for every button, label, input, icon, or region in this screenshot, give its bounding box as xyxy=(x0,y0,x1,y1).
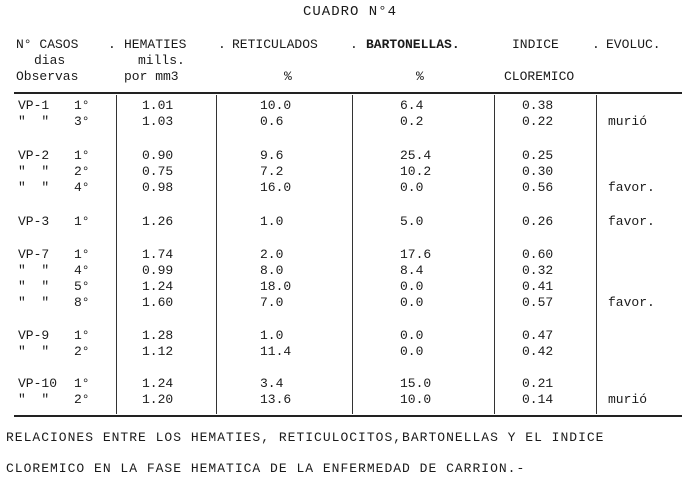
hematies-cell: 0.98 xyxy=(142,180,174,195)
day-cell: 2° xyxy=(74,344,90,359)
reticulados-cell: 3.4 xyxy=(260,376,284,391)
caption-line-2: CLOREMICO EN LA FASE HEMATICA DE LA ENFERMEDAD DE CARRION.- xyxy=(6,461,526,476)
header-hematies: HEMATIES xyxy=(124,37,187,52)
indice-cell: 0.26 xyxy=(522,214,554,229)
indice-cell: 0.30 xyxy=(522,164,554,179)
table-row xyxy=(0,180,700,196)
table-row xyxy=(0,295,700,311)
case-cell: VP-3 xyxy=(18,214,50,229)
header-indice: INDICE xyxy=(512,37,559,52)
indice-cell: 0.60 xyxy=(522,247,554,262)
bartonellas-cell: 5.0 xyxy=(400,214,424,229)
table-title: CUADRO N°4 xyxy=(302,4,397,20)
table-row xyxy=(0,279,700,295)
bartonellas-cell: 17.6 xyxy=(400,247,432,262)
table-row xyxy=(0,376,700,392)
table-row xyxy=(0,263,700,279)
bartonellas-cell: 0.0 xyxy=(400,344,424,359)
header-dias: dias xyxy=(34,53,66,68)
hematies-cell: 0.75 xyxy=(142,164,174,179)
day-cell: 1° xyxy=(74,376,90,391)
header-sep-4: . xyxy=(592,37,600,52)
bartonellas-cell: 10.0 xyxy=(400,392,432,407)
evolucion-cell: murió xyxy=(608,392,648,407)
indice-cell: 0.38 xyxy=(522,98,554,113)
indice-cell: 0.57 xyxy=(522,295,554,310)
day-cell: 4° xyxy=(74,180,90,195)
table-row xyxy=(0,247,700,263)
reticulados-cell: 13.6 xyxy=(260,392,292,407)
reticulados-cell: 10.0 xyxy=(260,98,292,113)
reticulados-cell: 2.0 xyxy=(260,247,284,262)
indice-cell: 0.42 xyxy=(522,344,554,359)
indice-cell: 0.21 xyxy=(522,376,554,391)
reticulados-cell: 7.2 xyxy=(260,164,284,179)
header-mills: mills. xyxy=(138,53,185,68)
table-row xyxy=(0,392,700,408)
hematies-cell: 1.12 xyxy=(142,344,174,359)
reticulados-cell: 9.6 xyxy=(260,148,284,163)
case-cell: " " xyxy=(18,295,50,310)
bartonellas-cell: 10.2 xyxy=(400,164,432,179)
header-bartonellas: BARTONELLAS. xyxy=(366,37,460,52)
hematies-cell: 1.24 xyxy=(142,279,174,294)
hematies-cell: 1.74 xyxy=(142,247,174,262)
case-cell: " " xyxy=(18,164,50,179)
header-casos: N° CASOS xyxy=(16,37,79,52)
day-cell: 1° xyxy=(74,214,90,229)
case-cell: VP-10 xyxy=(18,376,58,391)
day-cell: 2° xyxy=(74,164,90,179)
hematies-cell: 1.28 xyxy=(142,328,174,343)
case-cell: " " xyxy=(18,344,50,359)
day-cell: 3° xyxy=(74,114,90,129)
indice-cell: 0.25 xyxy=(522,148,554,163)
indice-cell: 0.47 xyxy=(522,328,554,343)
bartonellas-cell: 8.4 xyxy=(400,263,424,278)
case-cell: " " xyxy=(18,114,50,129)
bartonellas-cell: 25.4 xyxy=(400,148,432,163)
reticulados-cell: 0.6 xyxy=(260,114,284,129)
bartonellas-cell: 0.0 xyxy=(400,295,424,310)
header-por-mm3: por mm3 xyxy=(124,69,179,84)
header-rule xyxy=(14,92,682,94)
bartonellas-cell: 0.2 xyxy=(400,114,424,129)
table-row xyxy=(0,164,700,180)
hematies-cell: 1.20 xyxy=(142,392,174,407)
header-ret-unit: % xyxy=(284,69,292,84)
day-cell: 2° xyxy=(74,392,90,407)
reticulados-cell: 18.0 xyxy=(260,279,292,294)
table-row xyxy=(0,344,700,360)
indice-cell: 0.56 xyxy=(522,180,554,195)
caption-line-1: RELACIONES ENTRE LOS HEMATIES, RETICULOCITOS,BARTONELLAS Y EL INDICE xyxy=(6,430,605,445)
indice-cell: 0.32 xyxy=(522,263,554,278)
bartonellas-cell: 0.0 xyxy=(400,180,424,195)
case-cell: VP-7 xyxy=(18,247,50,262)
case-cell: " " xyxy=(18,263,50,278)
header-reticulados: RETICULADOS xyxy=(232,37,318,52)
day-cell: 8° xyxy=(74,295,90,310)
evolucion-cell: favor. xyxy=(608,180,655,195)
reticulados-cell: 7.0 xyxy=(260,295,284,310)
case-cell: VP-2 xyxy=(18,148,50,163)
day-cell: 1° xyxy=(74,148,90,163)
hematies-cell: 0.90 xyxy=(142,148,174,163)
hematies-cell: 0.99 xyxy=(142,263,174,278)
table-row xyxy=(0,328,700,344)
hematies-cell: 1.60 xyxy=(142,295,174,310)
bartonellas-cell: 0.0 xyxy=(400,328,424,343)
reticulados-cell: 1.0 xyxy=(260,328,284,343)
header-evoluc: EVOLUC. xyxy=(606,37,661,52)
reticulados-cell: 11.4 xyxy=(260,344,292,359)
indice-cell: 0.22 xyxy=(522,114,554,129)
indice-cell: 0.41 xyxy=(522,279,554,294)
case-cell: " " xyxy=(18,392,50,407)
header-sep-3: . xyxy=(350,37,358,52)
header-observas: Observas xyxy=(16,69,79,84)
evolucion-cell: favor. xyxy=(608,295,655,310)
bartonellas-cell: 6.4 xyxy=(400,98,424,113)
reticulados-cell: 1.0 xyxy=(260,214,284,229)
reticulados-cell: 16.0 xyxy=(260,180,292,195)
table-row xyxy=(0,98,700,114)
bartonellas-cell: 0.0 xyxy=(400,279,424,294)
evolucion-cell: murió xyxy=(608,114,648,129)
evolucion-cell: favor. xyxy=(608,214,655,229)
table-row xyxy=(0,148,700,164)
footer-rule xyxy=(14,415,682,417)
hematies-cell: 1.24 xyxy=(142,376,174,391)
header-sep-1: . xyxy=(108,37,116,52)
table-row xyxy=(0,214,700,230)
bartonellas-cell: 15.0 xyxy=(400,376,432,391)
table-row xyxy=(0,114,700,130)
day-cell: 1° xyxy=(74,98,90,113)
hematies-cell: 1.26 xyxy=(142,214,174,229)
hematies-cell: 1.01 xyxy=(142,98,174,113)
day-cell: 1° xyxy=(74,247,90,262)
header-bar-unit: % xyxy=(416,69,424,84)
header-cloremico: CLOREMICO xyxy=(504,69,575,84)
case-cell: " " xyxy=(18,279,50,294)
case-cell: VP-1 xyxy=(18,98,50,113)
case-cell: " " xyxy=(18,180,50,195)
day-cell: 5° xyxy=(74,279,90,294)
indice-cell: 0.14 xyxy=(522,392,554,407)
reticulados-cell: 8.0 xyxy=(260,263,284,278)
hematies-cell: 1.03 xyxy=(142,114,174,129)
day-cell: 4° xyxy=(74,263,90,278)
case-cell: VP-9 xyxy=(18,328,50,343)
header-sep-2: . xyxy=(218,37,226,52)
day-cell: 1° xyxy=(74,328,90,343)
